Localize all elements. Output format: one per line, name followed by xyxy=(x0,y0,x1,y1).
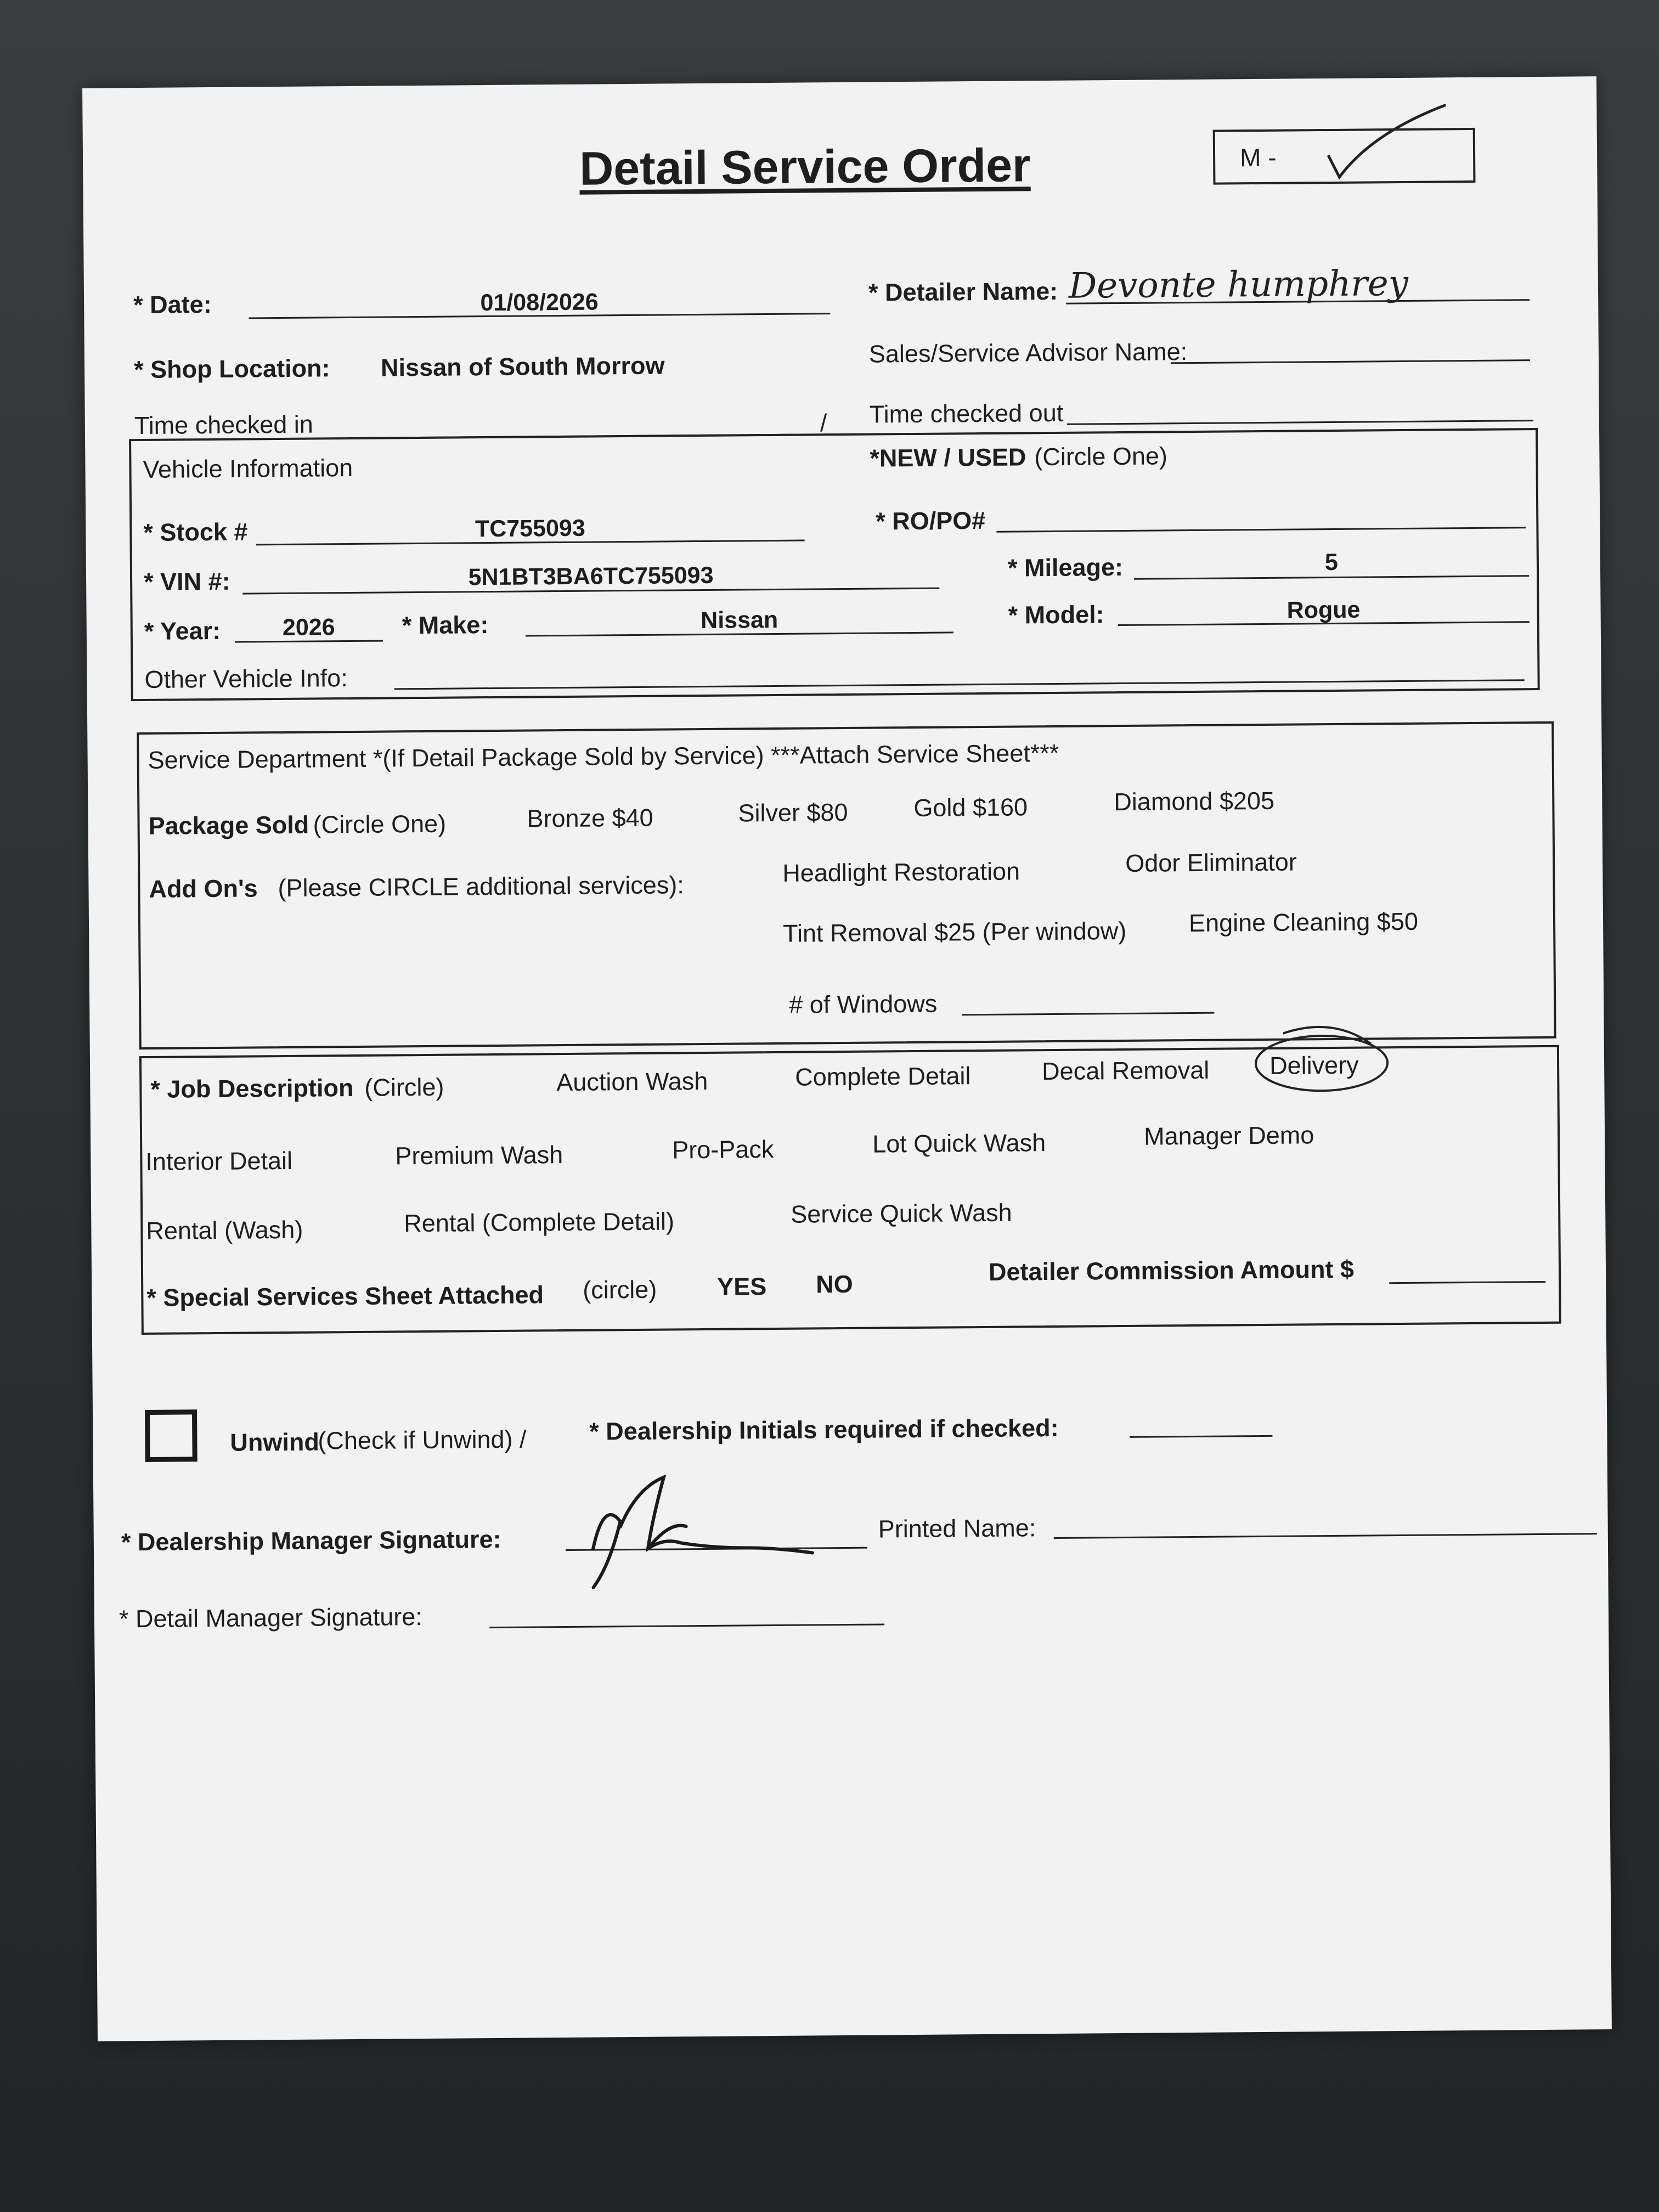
job-description-label: * Job Description xyxy=(150,1074,354,1103)
addon-odor-eliminator: Odor Eliminator xyxy=(1125,848,1297,877)
service-order-sheet xyxy=(82,76,1612,2041)
stock-value: TC755093 xyxy=(475,515,585,543)
ro-po-label: * RO/PO# xyxy=(876,506,986,535)
new-used-circle-note: (Circle One) xyxy=(1034,442,1168,471)
add-ons-label: Add On's xyxy=(149,874,258,903)
vin-label: * VIN #: xyxy=(143,567,230,596)
job-premium-wash: Premium Wash xyxy=(395,1141,563,1170)
other-vehicle-info-label: Other Vehicle Info: xyxy=(144,664,348,693)
printed-name-label: Printed Name: xyxy=(878,1514,1036,1543)
make-label: * Make: xyxy=(402,611,489,640)
delivery-circle-mark xyxy=(1250,1011,1393,1099)
service-department-header: Service Department *(If Detail Package Sold by Service) ***Attach Service Sheet*** xyxy=(148,738,1059,774)
job-description-circle-note: (Circle) xyxy=(364,1073,444,1102)
stock-label: * Stock # xyxy=(143,517,248,546)
advisor-name-line xyxy=(1171,359,1530,364)
package-diamond: Diamond $205 xyxy=(1114,786,1275,816)
commission-amount-label: Detailer Commission Amount $ xyxy=(988,1255,1355,1286)
addon-engine-cleaning: Engine Cleaning $50 xyxy=(1188,907,1419,938)
job-pro-pack: Pro-Pack xyxy=(672,1135,774,1164)
package-silver: Silver $80 xyxy=(738,798,848,827)
special-services-circle-note: (circle) xyxy=(583,1275,657,1304)
time-checked-out-line xyxy=(1067,420,1533,425)
date-label: * Date: xyxy=(133,290,212,319)
form-title: Detail Service Order xyxy=(579,139,1031,195)
package-sold-circle-note: (Circle One) xyxy=(313,809,447,839)
time-slash: / xyxy=(820,409,827,437)
year-value: 2026 xyxy=(282,614,335,641)
mileage-label: * Mileage: xyxy=(1007,552,1124,582)
special-services-yes: YES xyxy=(717,1272,767,1301)
year-label: * Year: xyxy=(144,616,221,645)
shop-location-value: Nissan of South Morrow xyxy=(380,351,665,382)
unwind-checkbox[interactable] xyxy=(145,1409,198,1462)
vehicle-information-label: Vehicle Information xyxy=(143,453,353,483)
addon-headlight-restoration: Headlight Restoration xyxy=(782,857,1020,887)
printed-name-line xyxy=(1054,1533,1597,1539)
detail-manager-signature-label: * Detail Manager Signature: xyxy=(119,1602,422,1633)
unwind-note: (Check if Unwind) / xyxy=(318,1425,527,1455)
time-checked-in-label: Time checked in xyxy=(134,410,314,440)
package-gold: Gold $160 xyxy=(913,793,1028,822)
mileage-value: 5 xyxy=(1324,549,1339,576)
job-delivery: Delivery xyxy=(1269,1051,1359,1080)
manager-signature-scribble xyxy=(571,1465,824,1599)
job-complete-detail: Complete Detail xyxy=(795,1062,971,1091)
job-decal-removal: Decal Removal xyxy=(1041,1056,1210,1086)
checkmark-icon xyxy=(1317,99,1449,183)
model-label: * Model: xyxy=(1008,600,1104,629)
dealership-manager-signature-label: * Dealership Manager Signature: xyxy=(121,1525,501,1556)
windows-count-label: # of Windows xyxy=(789,989,938,1019)
job-service-quick-wash: Service Quick Wash xyxy=(791,1198,1012,1228)
shop-location-label: * Shop Location: xyxy=(133,354,330,384)
addon-tint-removal: Tint Removal $25 (Per window) xyxy=(782,916,1127,947)
job-rental-complete-detail: Rental (Complete Detail) xyxy=(404,1207,675,1238)
unwind-label: Unwind xyxy=(230,1427,320,1457)
detailer-name-handwriting: Devonte humphrey xyxy=(1068,263,1409,307)
job-rental-wash: Rental (Wash) xyxy=(146,1215,303,1245)
dealership-initials-label: * Dealership Initials required if checked: xyxy=(589,1413,1059,1446)
vin-value: 5N1BT3BA6TC755093 xyxy=(468,562,714,591)
date-value: 01/08/2026 xyxy=(480,289,599,317)
job-lot-quick-wash: Lot Quick Wash xyxy=(872,1128,1046,1158)
time-checked-out-label: Time checked out xyxy=(869,398,1064,428)
job-auction-wash: Auction Wash xyxy=(556,1066,708,1097)
make-value: Nissan xyxy=(700,606,778,634)
new-used-label: *NEW / USED xyxy=(870,443,1026,472)
dealership-initials-line xyxy=(1130,1435,1272,1438)
job-interior-detail: Interior Detail xyxy=(145,1146,293,1176)
special-services-no: NO xyxy=(816,1269,853,1299)
package-bronze: Bronze $40 xyxy=(527,803,653,833)
detailer-name-label: * Detailer Name: xyxy=(868,276,1058,307)
advisor-name-label: Sales/Service Advisor Name: xyxy=(868,337,1188,368)
model-value: Rogue xyxy=(1286,596,1361,624)
m-box-label: M - xyxy=(1239,143,1277,172)
detail-manager-signature-line xyxy=(489,1623,884,1628)
special-services-label: * Special Services Sheet Attached xyxy=(146,1280,544,1312)
package-sold-label: Package Sold xyxy=(148,810,309,840)
add-ons-note: (Please CIRCLE additional services): xyxy=(278,871,684,902)
job-manager-demo: Manager Demo xyxy=(1143,1121,1314,1150)
